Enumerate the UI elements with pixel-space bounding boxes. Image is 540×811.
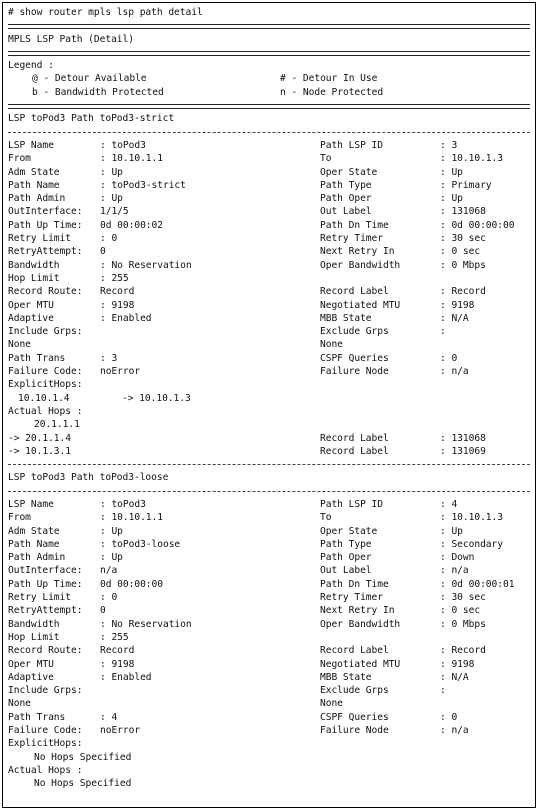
field-value: : 255 bbox=[100, 631, 129, 643]
field-value: : N/A bbox=[440, 671, 469, 683]
field-row bbox=[8, 325, 532, 338]
field-label: OutInterface: bbox=[8, 565, 83, 577]
hop-address: -> 10.1.3.1 bbox=[8, 445, 71, 457]
field-value: : toPod3 bbox=[100, 498, 146, 510]
actual-hops-label: Actual Hops : bbox=[8, 405, 83, 417]
legend-entry: @ - Detour Available bbox=[32, 73, 147, 85]
separator-double bbox=[8, 46, 532, 59]
field-label: Adm State bbox=[8, 525, 60, 537]
field-row bbox=[8, 498, 532, 511]
field-label: Oper State bbox=[320, 525, 378, 537]
field-row bbox=[8, 591, 532, 604]
separator-double bbox=[8, 19, 532, 32]
field-label: None bbox=[8, 698, 31, 710]
command-line: # show router mpls lsp path detail bbox=[8, 7, 203, 18]
field-row bbox=[8, 631, 532, 644]
field-label: Failure Node bbox=[320, 366, 389, 378]
field-value: : 30 sec bbox=[440, 592, 486, 604]
lsp-path-section bbox=[8, 471, 532, 790]
field-label: To bbox=[320, 153, 332, 165]
field-label: Out Label bbox=[320, 206, 372, 218]
field-value: : 4 bbox=[440, 498, 458, 510]
field-value: : toPod3 bbox=[100, 139, 146, 151]
field-row bbox=[8, 338, 532, 351]
actual-hop bbox=[8, 432, 532, 445]
field-value: : 10.10.1.3 bbox=[440, 153, 503, 165]
field-label: CSPF Queries bbox=[320, 352, 389, 364]
field-value: 0d 00:00:02 bbox=[100, 219, 163, 231]
field-value: : Record bbox=[440, 286, 486, 298]
field-value: : n/a bbox=[440, 725, 469, 737]
field-label: Exclude Grps bbox=[320, 326, 389, 338]
field-value: : 9198 bbox=[440, 658, 475, 670]
field-value: : No Reservation bbox=[100, 618, 192, 630]
field-row bbox=[8, 365, 532, 378]
field-row bbox=[8, 245, 532, 258]
field-row bbox=[8, 192, 532, 205]
field-label: From bbox=[8, 153, 31, 165]
field-label: Oper State bbox=[320, 166, 378, 178]
field-value: : Enabled bbox=[100, 671, 152, 683]
field-row bbox=[8, 551, 532, 564]
field-label: OutInterface: bbox=[8, 206, 83, 218]
field-row bbox=[8, 578, 532, 591]
field-label: Retry Limit bbox=[8, 233, 71, 245]
field-row bbox=[8, 538, 532, 551]
field-value: : Up bbox=[100, 166, 123, 178]
field-value: : 3 bbox=[440, 139, 458, 151]
path-header: LSP toPod3 Path toPod3-loose bbox=[8, 472, 169, 484]
field-value: : 10.10.1.1 bbox=[100, 512, 163, 524]
field-value: : 0 bbox=[440, 352, 458, 364]
field-label: Adaptive bbox=[8, 312, 54, 324]
field-label: Path Dn Time bbox=[320, 219, 389, 231]
field-value: : toPod3-strict bbox=[100, 179, 186, 191]
field-label: Hop Limit bbox=[8, 631, 60, 643]
field-label: Hop Limit bbox=[8, 272, 60, 284]
field-row bbox=[8, 684, 532, 697]
field-label: Path Up Time: bbox=[8, 219, 83, 231]
field-value: : bbox=[440, 326, 446, 338]
field-value: : Up bbox=[440, 193, 463, 205]
field-label: Oper Bandwidth bbox=[320, 618, 401, 630]
field-label: None bbox=[8, 339, 31, 351]
field-value: Record bbox=[100, 286, 135, 298]
field-label: RetryAttempt: bbox=[8, 246, 83, 258]
legend-label: Legend : bbox=[8, 60, 54, 72]
field-label: Exclude Grps bbox=[320, 685, 389, 697]
field-row bbox=[8, 352, 532, 365]
field-label: To bbox=[320, 512, 332, 524]
field-row bbox=[8, 525, 532, 538]
field-label: Record Route: bbox=[8, 286, 83, 298]
field-label: Record Label bbox=[320, 645, 389, 657]
field-value: : 9198 bbox=[440, 299, 475, 311]
legend-entry: # - Detour In Use bbox=[280, 73, 378, 85]
field-label: Bandwidth bbox=[8, 259, 60, 271]
field-label: LSP Name bbox=[8, 139, 54, 151]
report-title: MPLS LSP Path (Detail) bbox=[8, 33, 134, 45]
field-value: : Primary bbox=[440, 179, 492, 191]
field-label: None bbox=[320, 339, 343, 351]
field-row bbox=[8, 179, 532, 192]
no-hops-text: No Hops Specified bbox=[34, 751, 132, 763]
field-value: : Down bbox=[440, 552, 475, 564]
actual-hop: 20.1.1.1 bbox=[34, 419, 80, 431]
field-row bbox=[8, 658, 532, 671]
field-value: 0 bbox=[100, 605, 106, 617]
field-row bbox=[8, 564, 532, 577]
field-value: : 0 bbox=[100, 592, 118, 604]
field-label: Retry Limit bbox=[8, 592, 71, 604]
field-row bbox=[8, 232, 532, 245]
field-label: CSPF Queries bbox=[320, 711, 389, 723]
field-value: : bbox=[440, 685, 446, 697]
path-header: LSP toPod3 Path toPod3-strict bbox=[8, 113, 175, 125]
field-value: : 131068 bbox=[440, 432, 486, 444]
field-row bbox=[8, 166, 532, 179]
field-label: Failure Code: bbox=[8, 366, 83, 378]
field-value: : Record bbox=[440, 645, 486, 657]
field-label: None bbox=[320, 698, 343, 710]
field-value: : Secondary bbox=[440, 538, 503, 550]
field-row bbox=[8, 272, 532, 285]
field-label: Record Route: bbox=[8, 645, 83, 657]
actual-hop bbox=[8, 445, 532, 458]
field-label: Next Retry In bbox=[320, 605, 395, 617]
field-label: MBB State bbox=[320, 312, 372, 324]
field-value: : 0 sec bbox=[440, 605, 481, 617]
field-value: : 10.10.1.3 bbox=[440, 512, 503, 524]
field-value: : 9198 bbox=[100, 658, 135, 670]
legend-entry: b - Bandwidth Protected bbox=[32, 86, 164, 98]
field-label: Path Up Time: bbox=[8, 578, 83, 590]
field-value: : n/a bbox=[440, 565, 469, 577]
field-row bbox=[8, 312, 532, 325]
field-label: Include Grps: bbox=[8, 326, 83, 338]
field-value: : n/a bbox=[440, 366, 469, 378]
field-label: Oper Bandwidth bbox=[320, 259, 401, 271]
field-label: Path Name bbox=[8, 538, 60, 550]
field-row bbox=[8, 697, 532, 710]
field-value: : 10.10.1.1 bbox=[100, 153, 163, 165]
field-value: noError bbox=[100, 366, 141, 378]
explicit-hops-label: ExplicitHops: bbox=[8, 379, 83, 391]
field-row bbox=[8, 711, 532, 724]
field-value: : 0d 00:00:01 bbox=[440, 578, 515, 590]
field-label: Adaptive bbox=[8, 671, 54, 683]
field-label: Oper MTU bbox=[8, 299, 54, 311]
field-value: Record bbox=[100, 645, 135, 657]
field-label: Bandwidth bbox=[8, 618, 60, 630]
field-value: : Up bbox=[100, 525, 123, 537]
field-value: : toPod3-loose bbox=[100, 538, 181, 550]
field-label: Include Grps: bbox=[8, 685, 83, 697]
field-row bbox=[8, 618, 532, 631]
field-label: Path Trans bbox=[8, 711, 66, 723]
field-row bbox=[8, 671, 532, 684]
field-value: : 0 Mbps bbox=[440, 259, 486, 271]
explicit-hops-label: ExplicitHops: bbox=[8, 738, 83, 750]
field-label: MBB State bbox=[320, 671, 372, 683]
field-value: : Up bbox=[440, 166, 463, 178]
field-value: : 4 bbox=[100, 711, 118, 723]
field-label: Failure Node bbox=[320, 725, 389, 737]
field-value: : No Reservation bbox=[100, 259, 192, 271]
field-value: : 0 bbox=[440, 711, 458, 723]
field-value: 0d 00:00:00 bbox=[100, 578, 163, 590]
field-value: : N/A bbox=[440, 312, 469, 324]
field-value: : 9198 bbox=[100, 299, 135, 311]
field-row bbox=[8, 152, 532, 165]
field-label: Oper MTU bbox=[8, 658, 54, 670]
field-label: Path Type bbox=[320, 538, 372, 550]
field-row bbox=[8, 219, 532, 232]
field-row bbox=[8, 285, 532, 298]
field-label: Negotiated MTU bbox=[320, 658, 401, 670]
field-row bbox=[8, 259, 532, 272]
field-label: Path Admin bbox=[8, 193, 66, 205]
field-label: Path Type bbox=[320, 179, 372, 191]
field-value: : Up bbox=[100, 193, 123, 205]
explicit-hop bbox=[8, 392, 532, 405]
separator-dashed bbox=[8, 485, 532, 498]
field-label: Retry Timer bbox=[320, 233, 383, 245]
field-label: Path Oper bbox=[320, 552, 372, 564]
field-value: noError bbox=[100, 725, 141, 737]
field-row bbox=[8, 511, 532, 524]
legend-row bbox=[8, 86, 532, 99]
field-label: Path Admin bbox=[8, 552, 66, 564]
legend-entry: n - Node Protected bbox=[280, 86, 384, 98]
field-value: 1/1/5 bbox=[100, 206, 129, 218]
actual-hops-label: Actual Hops : bbox=[8, 764, 83, 776]
field-row bbox=[8, 604, 532, 617]
separator-dashed bbox=[8, 126, 532, 139]
hop-address: -> 20.1.1.4 bbox=[8, 432, 71, 444]
lsp-path-section bbox=[8, 112, 532, 471]
field-value: : 30 sec bbox=[440, 233, 486, 245]
terminal-window bbox=[2, 2, 536, 808]
field-label: Retry Timer bbox=[320, 592, 383, 604]
field-value: : Up bbox=[100, 552, 123, 564]
field-value: : 131069 bbox=[440, 445, 486, 457]
field-label: Path Trans bbox=[8, 352, 66, 364]
field-value: : 0 sec bbox=[440, 246, 481, 258]
field-value: : 3 bbox=[100, 352, 118, 364]
field-row bbox=[8, 644, 532, 657]
hop-address: 10.10.1.4 bbox=[18, 392, 70, 404]
field-value: : Up bbox=[440, 525, 463, 537]
no-hops-text: No Hops Specified bbox=[34, 778, 132, 790]
separator-dashed bbox=[8, 458, 532, 471]
field-label: Out Label bbox=[320, 565, 372, 577]
field-value: n/a bbox=[100, 565, 118, 577]
lsp-path-list bbox=[8, 112, 532, 790]
field-row bbox=[8, 139, 532, 152]
field-row bbox=[8, 205, 532, 218]
field-label: RetryAttempt: bbox=[8, 605, 83, 617]
terminal-output bbox=[8, 6, 532, 791]
field-value: 0 bbox=[100, 246, 106, 258]
field-row bbox=[8, 724, 532, 737]
field-value: : 131068 bbox=[440, 206, 486, 218]
field-value: : 0d 00:00:00 bbox=[440, 219, 515, 231]
field-label: Negotiated MTU bbox=[320, 299, 401, 311]
field-row bbox=[8, 299, 532, 312]
field-label: Path Oper bbox=[320, 193, 372, 205]
field-value: : Enabled bbox=[100, 312, 152, 324]
field-label: Path Name bbox=[8, 179, 60, 191]
field-value: : 0 Mbps bbox=[440, 618, 486, 630]
field-label: From bbox=[8, 512, 31, 524]
field-value: : 0 bbox=[100, 233, 118, 245]
field-label: Record Label bbox=[320, 286, 389, 298]
legend-row bbox=[8, 72, 532, 85]
field-label: Record Label bbox=[320, 432, 389, 444]
separator-double bbox=[8, 99, 532, 112]
field-label: Record Label bbox=[320, 445, 389, 457]
field-label: Next Retry In bbox=[320, 246, 395, 258]
field-label: Path LSP ID bbox=[320, 139, 383, 151]
field-label: Path LSP ID bbox=[320, 498, 383, 510]
field-label: LSP Name bbox=[8, 498, 54, 510]
field-value: : 255 bbox=[100, 272, 129, 284]
field-label: Failure Code: bbox=[8, 725, 83, 737]
hop-next: -> 10.10.1.3 bbox=[122, 392, 191, 404]
field-label: Adm State bbox=[8, 166, 60, 178]
field-label: Path Dn Time bbox=[320, 578, 389, 590]
